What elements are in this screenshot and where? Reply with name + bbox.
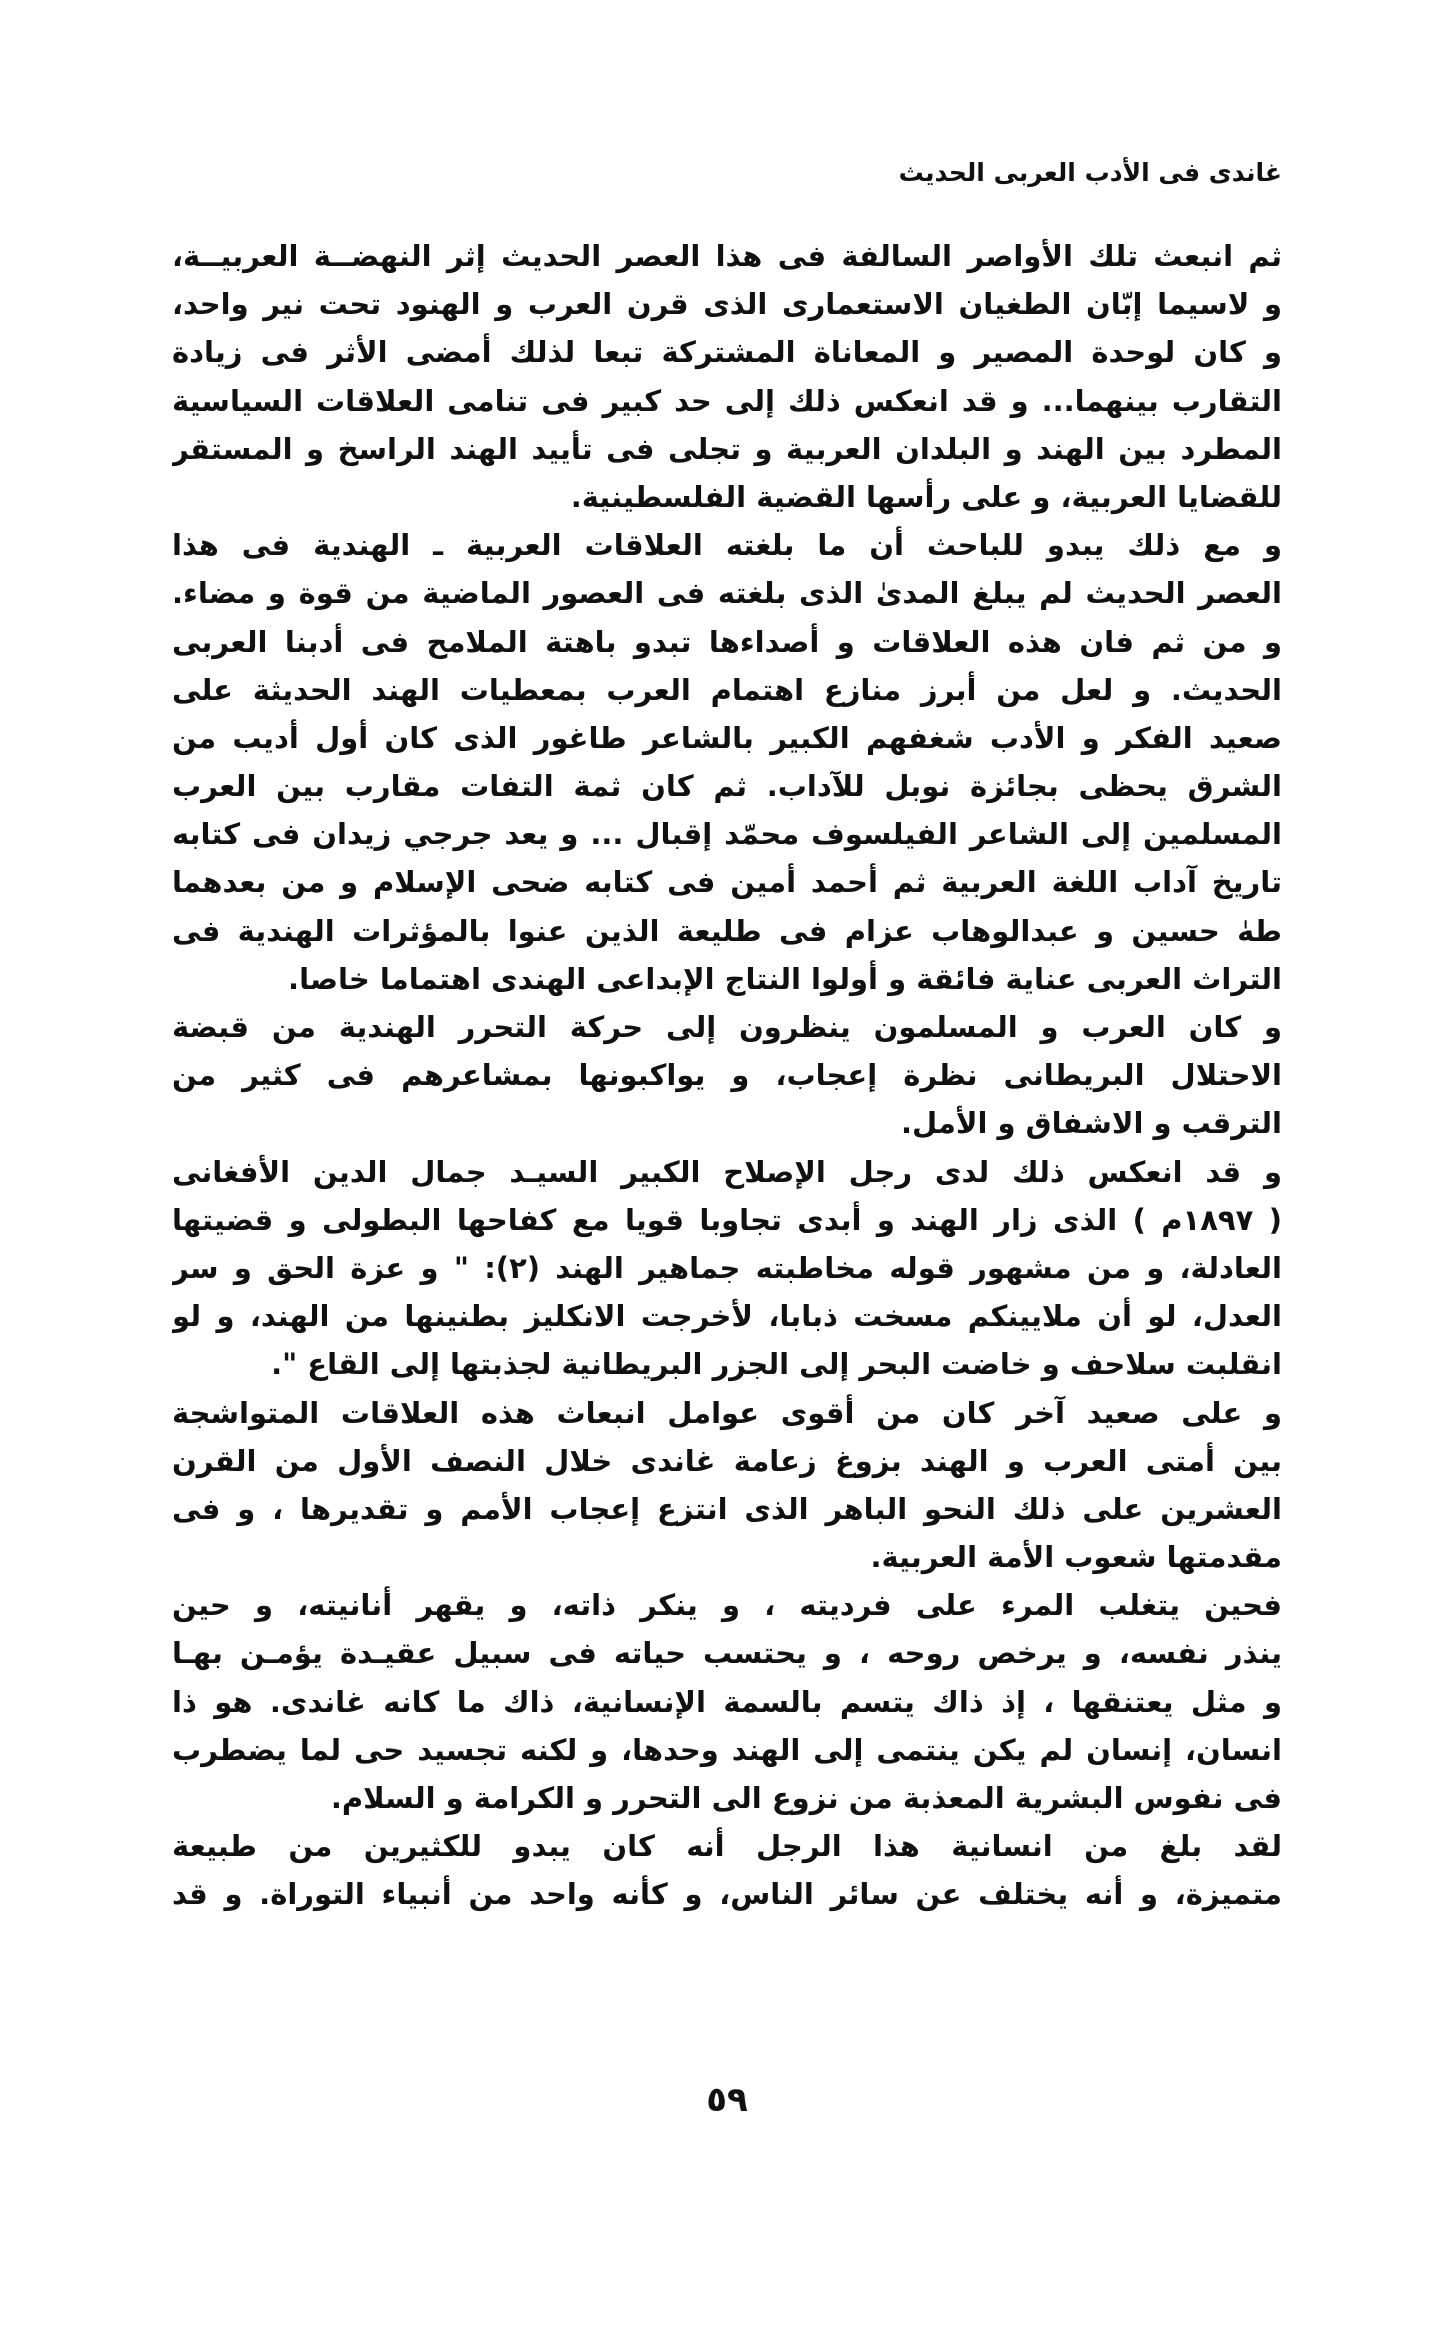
body-text [172,232,1282,1919]
text-line: العصر الحديث لم يبلغ المدىٰ الذى بلغته فى العصور الماضية من قوة و مضاء. [172,576,1282,611]
text-line: لقد بلغ من انسانية هذا الرجل أنه كان يبدو للكثيرين من طبيعة [172,1829,1282,1864]
text-line: ( ١٨٩٧م ) الذى زار الهند و أبدى تجاوبا قويا مع كفاحها البطولى و قضيتها [172,1202,1282,1237]
text-line: متميزة، و أنه يختلف عن سائر الناس، و كأنه واحد من أنبياء التوراة. و قد [172,1877,1282,1912]
text-line: و قد انعكس ذلك لدى رجل الإصلاح الكبير السيـد جمال الدين الأفغانى [172,1154,1282,1189]
text-line: الحديث. و لعل من أبرز منازع اهتمام العرب بمعطيات الهند الحديثة على [172,672,1282,707]
text-line: فى نفوس البشرية المعذبة من نزوع الى التحرر و الكرامة و السلام. [330,1781,1282,1815]
text-line: التراث العربى عناية فائقة و أولوا النتاج الإبداعى الهندى اهتماما خاصا. [288,961,1282,996]
text-line: طهٰ حسين و عبدالوهاب عزام فى طليعة الذين عنوا بالمؤثرات الهندية فى [172,913,1282,948]
text-line: التقارب بينهما... و قد انعكس ذلك إلى حد كبير فى تنامى العلاقات السياسية [172,383,1282,418]
running-header: غاندى فى الأدب العربى الحديث [898,158,1282,187]
text-line: العادلة، و من مشهور قوله مخاطبته جماهير الهند (٢): " و عزة الحق و سر [172,1250,1282,1285]
text-line: ثم انبعث تلك الأواصر السالفة فى هذا العصر الحديث إثر النهضــة العربيــة، [172,239,1282,273]
text-line: مقدمتها شعوب الأمة العربية. [870,1540,1282,1575]
page-number: ٥٩ [706,2080,748,2120]
text-line: و من ثم فان هذه العلاقات و أصداءها تبدو باهتة الملامح فى أدبنا العربى [172,624,1282,659]
text-line: و كان لوحدة المصير و المعاناة المشتركة تبعا لذلك أمضى الأثر فى زيادة [172,335,1282,370]
text-line: المطرد بين الهند و البلدان العربية و تجلى فى تأييد الهند الراسخ و المستقر [172,431,1282,466]
text-line: ينذر نفسه، و يرخص روحه ، و يحتسب حياته فى سبيل عقيـدة يؤمـن بهـا [172,1636,1282,1671]
text-line: و مثل يعتنقها ، إذ ذاك يتسم بالسمة الإنسانية، ذاك ما كانه غاندى. هو ذا [172,1684,1282,1719]
text-line: و مع ذلك يبدو للباحث أن ما بلغته العلاقات العربية ـ الهندية فى هذا [172,528,1282,563]
text-line: فحين يتغلب المرء على فرديته ، و ينكر ذاته، و يقهر أنانيته، و حين [172,1588,1282,1623]
text-line: و لاسيما إبّان الطغيان الاستعمارى الذى قرن العرب و الهنود تحت نير واحد، [172,287,1282,322]
text-line: المسلمين إلى الشاعر الفيلسوف محمّد إقبال ... و يعد جرجي زيدان فى كتابه [172,817,1282,852]
text-line: الاحتلال البريطانى نظرة إعجاب، و يواكبونها بمشاعرهم فى كثير من [172,1058,1282,1093]
text-line: و كان العرب و المسلمون ينظرون إلى حركة التحرر الهندية من قبضة [172,1010,1282,1044]
text-line: صعيد الفكر و الأدب شغفهم الكبير بالشاعر طاغور الذى كان أول أديب من [172,720,1282,755]
text-line: انسان، إنسان لم يكن ينتمى إلى الهند وحدها، و لكنه تجسيد حى لما يضطرب [172,1732,1282,1767]
text-line: العشرين على ذلك النحو الباهر الذى انتزع إعجاب الأمم و تقديرها ، و فى [172,1491,1282,1526]
text-line: تاريخ آداب اللغة العربية ثم أحمد أمين فى كتابه ضحى الإسلام و من بعدهما [172,865,1282,900]
text-line: انقلبت سلاحف و خاضت البحر إلى الجزر البريطانية لجذبتها إلى القاع ". [271,1347,1282,1382]
text-line: للقضايا العربية، و على رأسها القضية الفلسطينية. [570,479,1282,514]
text-line: العدل، لو أن ملايينكم مسخت ذبابا، لأخرجت الانكليز بطنينها من الهند، و لو [172,1299,1282,1334]
text-line: الترقب و الاشفاق و الأمل. [901,1106,1282,1141]
text-line: بين أمتى العرب و الهند بزوغ زعامة غاندى خلال النصف الأول من القرن [172,1443,1282,1478]
text-line: الشرق يحظى بجائزة نوبل للآداب. ثم كان ثمة التفات مقارب بين العرب [172,769,1282,804]
text-line: و على صعيد آخر كان من أقوى عوامل انبعاث هذه العلاقات المتواشجة [172,1395,1282,1430]
